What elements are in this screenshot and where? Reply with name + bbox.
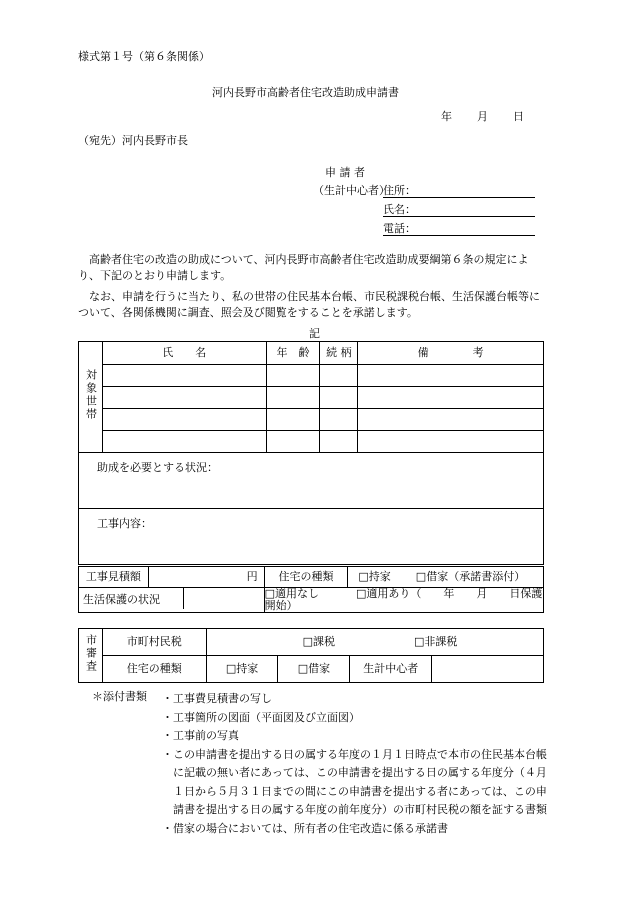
table-row	[79, 365, 544, 387]
applicant-role: （生計中心者）	[313, 184, 390, 197]
work-label: 工事内容：	[97, 517, 152, 530]
list-item: ・工事箇所の図面（平面図及び立面図）	[162, 710, 360, 724]
review-housing-type-label: 住宅の種類	[102, 656, 206, 683]
applicant-heading: 申 請 者	[325, 166, 365, 179]
estimate-table	[78, 566, 544, 613]
col-age: 年 齢	[266, 342, 320, 365]
table-row	[79, 431, 544, 453]
owned-checkbox[interactable]: □持家	[358, 569, 391, 583]
estimate-label: 工事見積額	[79, 567, 149, 588]
assistance-situation-field[interactable]	[79, 453, 544, 509]
list-item: ・工事費見積書の写し	[162, 692, 272, 705]
list-item: ・工事前の写真	[162, 729, 239, 742]
work-content-field[interactable]	[79, 509, 544, 565]
city-review-table	[78, 628, 544, 683]
paragraph-1: 高齢者住宅の改造の助成について、河内長野市高齢者住宅改造助成要綱第６条の規定により、下記のとおり申請します。	[78, 253, 529, 282]
date-year: 年	[441, 110, 452, 123]
addressee: （宛先）河内長野市長	[78, 134, 188, 147]
taxed-checkbox[interactable]: □課税	[302, 634, 336, 648]
col-remarks: 備 考	[358, 342, 544, 365]
welfare-label: 生活保護の状況	[83, 593, 160, 607]
city-review-side-label: 市審査	[79, 629, 103, 683]
date-day: 日	[513, 110, 524, 123]
not-taxed-checkbox[interactable]: □非課税	[414, 634, 458, 648]
attachments-list	[162, 690, 554, 838]
col-name: 氏 名	[102, 342, 266, 365]
ki-mark: 記	[309, 327, 320, 340]
form-title: 河内長野市高齢者住宅改造助成申請書	[212, 86, 399, 99]
phone-line[interactable]	[383, 235, 535, 236]
housing-type-label: 住宅の種類	[264, 567, 348, 588]
list-item: ・借家の場合においては、所有者の住宅改造に係る承諾書	[162, 821, 448, 835]
welfare-options-cell	[79, 588, 265, 613]
address-line[interactable]	[383, 197, 535, 198]
welfare-not-applicable-checkbox[interactable]: □適用なし	[264, 587, 319, 600]
tax-options	[206, 629, 543, 656]
rented-checkbox[interactable]: □借家（承諾書添付）	[415, 569, 526, 583]
review-rented-checkbox[interactable]: □借家	[278, 656, 350, 683]
col-relation: 続 柄	[320, 342, 358, 365]
yen-unit: 円	[246, 569, 258, 583]
welfare-applicable-checkbox[interactable]: □適用あり（ 年 月 日保護開始）	[264, 587, 543, 613]
date-month: 月	[477, 110, 488, 123]
attachments-label: ＊添付書類	[92, 690, 147, 703]
tax-label: 市町村民税	[102, 629, 206, 656]
name-line[interactable]	[383, 216, 535, 217]
paragraph-2: なお、申請を行うに当たり、私の世帯の住民基本台帳、市民税課税台帳、生活保護台帳等について、各関係機関に調査、照会及び閲覧をすることを承諾します。	[78, 290, 540, 319]
household-side-label: 対象世帯	[79, 342, 103, 453]
table-row	[79, 409, 544, 431]
phone-label: 電話：	[383, 222, 416, 235]
address-label: 住所：	[383, 184, 416, 197]
name-label: 氏名：	[383, 203, 416, 216]
review-owned-checkbox[interactable]: □持家	[206, 656, 278, 683]
housing-type-options	[348, 567, 544, 588]
table-row	[79, 387, 544, 409]
household-table	[78, 341, 544, 565]
list-item: ・この申請書を提出する日の属する年度の１月１日時点で本市の住民基本台帳に記載の無い者にあっては、この申請書を提出する日の属する年度分（４月１日から５月３１日までの間にこの申請書を提出する者にあっては、この申請書を提出する日の属する年度の前年度分）の市町村民税の額を証する書類	[162, 747, 547, 816]
welfare-options	[264, 588, 543, 613]
breadwinner-label: 生計中心者	[350, 656, 432, 683]
welfare-divider	[183, 588, 184, 609]
breadwinner-field[interactable]	[432, 656, 544, 683]
estimate-amount-field[interactable]	[148, 567, 264, 588]
form-number: 様式第１号（第６条関係）	[78, 50, 210, 63]
assistance-label: 助成を必要とする状況：	[97, 461, 218, 474]
